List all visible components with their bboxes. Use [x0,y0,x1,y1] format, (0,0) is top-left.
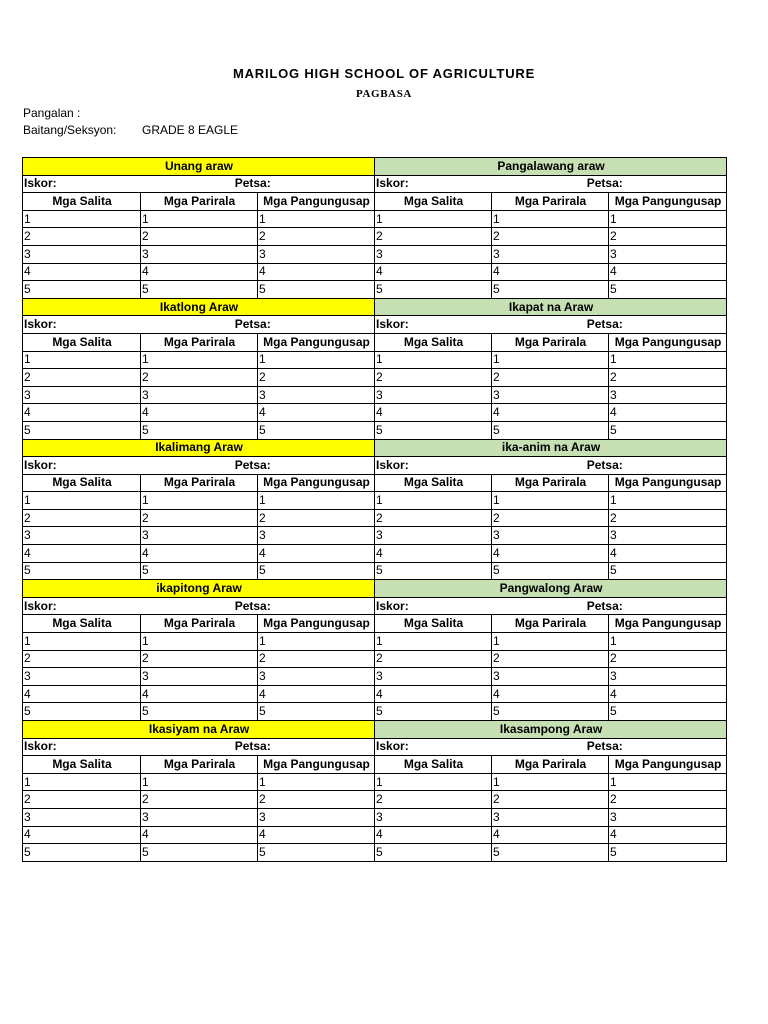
score-date-row [23,457,727,475]
column-header-sentences: Mga Pangungusap [609,193,727,211]
entry-cell[interactable]: 1 [258,633,375,651]
column-header-sentences: Mga Pangungusap [258,615,375,633]
entry-cell[interactable]: 5 [141,844,258,862]
score-label: Iskor: [376,598,409,613]
entry-cell[interactable]: 4 [609,404,727,422]
entry-cell[interactable]: 5 [141,703,258,721]
column-header-phrases: Mga Parirala [492,615,609,633]
entry-cell[interactable]: 2 [258,228,375,246]
entry-cell[interactable]: 2 [258,650,375,668]
entry-cell[interactable]: 2 [375,791,492,809]
day-title-row [23,298,727,316]
entry-cell[interactable]: 1 [375,210,492,228]
entry-cell[interactable]: 1 [258,492,375,510]
entry-cell[interactable]: 4 [492,545,609,563]
table-row [23,527,727,545]
entry-cell[interactable]: 3 [492,808,609,826]
entry-cell[interactable]: 4 [258,545,375,563]
entry-cell[interactable]: 3 [258,386,375,404]
entry-cell[interactable]: 3 [258,808,375,826]
entry-cell[interactable]: 2 [492,228,609,246]
entry-cell[interactable]: 2 [141,509,258,527]
day-title-row [23,721,727,739]
table-row [23,808,727,826]
entry-cell[interactable]: 3 [609,386,727,404]
entry-cell[interactable]: 1 [23,492,141,510]
entry-cell[interactable]: 1 [141,773,258,791]
entry-cell[interactable]: 3 [609,527,727,545]
entry-cell[interactable]: 4 [23,263,141,281]
day-title: ikapitong Araw [23,580,375,598]
entry-cell[interactable]: 1 [375,351,492,369]
column-header-phrases: Mga Parirala [141,756,258,774]
score-date-cell[interactable] [23,175,375,193]
date-label: Petsa: [586,457,623,472]
column-header-words: Mga Salita [23,615,141,633]
entry-cell[interactable]: 5 [492,562,609,580]
entry-cell[interactable]: 4 [258,404,375,422]
table-row [23,404,727,422]
table-row [23,492,727,510]
score-date-cell[interactable] [375,738,727,756]
table-row [23,210,727,228]
entry-cell[interactable]: 1 [492,773,609,791]
table-row [23,826,727,844]
score-date-cell[interactable] [23,457,375,475]
entry-cell[interactable]: 5 [258,281,375,299]
entry-cell[interactable]: 2 [141,650,258,668]
entry-cell[interactable]: 4 [375,263,492,281]
entry-cell[interactable]: 3 [492,668,609,686]
grade-section-field [23,123,239,137]
entry-cell[interactable]: 4 [141,826,258,844]
column-header-sentences: Mga Pangungusap [609,756,727,774]
date-label: Petsa: [234,176,271,191]
column-header-sentences: Mga Pangungusap [258,333,375,351]
score-label: Iskor: [24,739,57,754]
day-title: Pangwalong Araw [375,580,727,598]
column-header-phrases: Mga Parirala [141,193,258,211]
entry-cell[interactable]: 2 [492,650,609,668]
entry-cell[interactable]: 3 [141,527,258,545]
table-row [23,245,727,263]
table-row [23,281,727,299]
entry-cell[interactable]: 3 [23,808,141,826]
entry-cell[interactable]: 5 [23,562,141,580]
score-label: Iskor: [24,176,57,191]
column-header-words: Mga Salita [375,193,492,211]
score-label: Iskor: [24,598,57,613]
entry-cell[interactable]: 5 [492,281,609,299]
column-header-sentences: Mga Pangungusap [609,333,727,351]
entry-cell[interactable]: 3 [258,668,375,686]
entry-cell[interactable]: 1 [141,351,258,369]
entry-cell[interactable]: 2 [141,369,258,387]
entry-cell[interactable]: 4 [258,263,375,281]
entry-cell[interactable]: 5 [375,562,492,580]
entry-cell[interactable]: 1 [609,633,727,651]
day-title-row [23,439,727,457]
reading-record-table [22,157,727,862]
score-label: Iskor: [376,457,409,472]
entry-cell[interactable]: 5 [492,844,609,862]
entry-cell[interactable]: 2 [375,650,492,668]
entry-cell[interactable]: 4 [23,545,141,563]
entry-cell[interactable]: 4 [258,826,375,844]
entry-cell[interactable]: 4 [23,685,141,703]
grade-label: Baitang/Seksyon: [23,123,117,137]
entry-cell[interactable]: 3 [141,245,258,263]
entry-cell[interactable]: 2 [492,509,609,527]
entry-cell[interactable]: 3 [141,386,258,404]
date-label: Petsa: [586,739,623,754]
column-header-phrases: Mga Parirala [141,615,258,633]
score-label: Iskor: [376,739,409,754]
entry-cell[interactable]: 1 [492,210,609,228]
column-header-sentences: Mga Pangungusap [609,615,727,633]
entry-cell[interactable]: 3 [492,386,609,404]
entry-cell[interactable]: 4 [141,263,258,281]
entry-cell[interactable]: 4 [141,685,258,703]
column-header-row [23,333,727,351]
entry-cell[interactable]: 5 [23,421,141,439]
entry-cell[interactable]: 3 [141,668,258,686]
entry-cell[interactable]: 2 [609,369,727,387]
entry-cell[interactable]: 1 [609,492,727,510]
table-row [23,545,727,563]
entry-cell[interactable]: 2 [141,791,258,809]
entry-cell[interactable]: 2 [258,791,375,809]
entry-cell[interactable]: 4 [492,685,609,703]
entry-cell[interactable]: 5 [609,281,727,299]
entry-cell[interactable]: 3 [23,527,141,545]
table-row [23,791,727,809]
entry-cell[interactable]: 2 [375,228,492,246]
entry-cell[interactable]: 3 [23,386,141,404]
column-header-sentences: Mga Pangungusap [609,474,727,492]
entry-cell[interactable]: 4 [492,826,609,844]
column-header-row [23,193,727,211]
entry-cell[interactable]: 1 [23,633,141,651]
entry-cell[interactable]: 2 [141,228,258,246]
column-header-sentences: Mga Pangungusap [258,756,375,774]
entry-cell[interactable]: 2 [23,369,141,387]
column-header-words: Mga Salita [375,333,492,351]
entry-cell[interactable]: 3 [375,668,492,686]
entry-cell[interactable]: 4 [609,826,727,844]
entry-cell[interactable]: 2 [609,650,727,668]
date-label: Petsa: [586,176,623,191]
entry-cell[interactable]: 4 [23,826,141,844]
entry-cell[interactable]: 5 [492,703,609,721]
date-label: Petsa: [234,457,271,472]
name-label: Pangalan : [23,106,81,120]
day-title: Unang araw [23,158,375,176]
day-title: Pangalawang araw [375,158,727,176]
entry-cell[interactable]: 3 [492,245,609,263]
entry-cell[interactable]: 2 [375,509,492,527]
entry-cell[interactable]: 2 [258,509,375,527]
column-header-row [23,756,727,774]
table-row [23,369,727,387]
entry-cell[interactable]: 4 [375,404,492,422]
entry-cell[interactable]: 3 [375,245,492,263]
date-label: Petsa: [586,598,623,613]
entry-cell[interactable]: 1 [258,351,375,369]
entry-cell[interactable]: 1 [258,773,375,791]
entry-cell[interactable]: 2 [23,509,141,527]
entry-cell[interactable]: 1 [492,351,609,369]
entry-cell[interactable]: 2 [375,369,492,387]
table-row [23,773,727,791]
entry-cell[interactable]: 2 [258,369,375,387]
entry-cell[interactable]: 2 [609,791,727,809]
entry-cell[interactable]: 3 [609,808,727,826]
column-header-words: Mga Salita [375,615,492,633]
score-label: Iskor: [24,457,57,472]
entry-cell[interactable]: 2 [23,791,141,809]
entry-cell[interactable]: 3 [492,527,609,545]
score-date-cell[interactable] [23,738,375,756]
entry-cell[interactable]: 1 [258,210,375,228]
entry-cell[interactable]: 1 [141,492,258,510]
date-label: Petsa: [234,739,271,754]
column-header-sentences: Mga Pangungusap [258,193,375,211]
entry-cell[interactable]: 1 [609,210,727,228]
entry-cell[interactable]: 4 [258,685,375,703]
entry-cell[interactable]: 1 [375,773,492,791]
date-label: Petsa: [586,317,623,332]
entry-cell[interactable]: 3 [375,808,492,826]
column-header-phrases: Mga Parirala [141,474,258,492]
score-date-cell[interactable] [375,175,727,193]
school-name: MARILOG HIGH SCHOOL OF AGRICULTURE [232,66,536,81]
entry-cell[interactable]: 2 [23,650,141,668]
column-header-words: Mga Salita [375,756,492,774]
score-date-row [23,316,727,334]
entry-cell[interactable]: 5 [258,562,375,580]
score-date-cell[interactable] [23,316,375,334]
entry-cell[interactable]: 3 [375,386,492,404]
entry-cell[interactable]: 3 [258,527,375,545]
entry-cell[interactable]: 5 [141,421,258,439]
column-header-words: Mga Salita [23,756,141,774]
entry-cell[interactable]: 3 [23,668,141,686]
subject-title: PAGBASA [356,88,412,100]
column-header-words: Mga Salita [23,474,141,492]
entry-cell[interactable]: 5 [23,703,141,721]
entry-cell[interactable]: 5 [492,421,609,439]
column-header-phrases: Mga Parirala [492,333,609,351]
column-header-phrases: Mga Parirala [492,756,609,774]
table-row [23,650,727,668]
date-label: Petsa: [234,598,271,613]
column-header-words: Mga Salita [375,474,492,492]
entry-cell[interactable]: 5 [375,281,492,299]
entry-cell[interactable]: 1 [609,351,727,369]
entry-cell[interactable]: 5 [609,703,727,721]
entry-cell[interactable]: 5 [258,844,375,862]
entry-cell[interactable]: 5 [23,281,141,299]
score-date-cell[interactable] [375,597,727,615]
entry-cell[interactable]: 3 [141,808,258,826]
score-date-cell[interactable] [23,597,375,615]
entry-cell[interactable]: 4 [23,404,141,422]
day-title: Ikatlong Araw [23,298,375,316]
entry-cell[interactable]: 1 [375,492,492,510]
score-date-row [23,597,727,615]
entry-cell[interactable]: 1 [23,210,141,228]
table-row [23,703,727,721]
column-header-row [23,615,727,633]
score-label: Iskor: [24,317,57,332]
column-header-words: Mga Salita [23,193,141,211]
entry-cell[interactable]: 5 [375,844,492,862]
entry-cell[interactable]: 4 [375,545,492,563]
grade-value: GRADE 8 EAGLE [142,123,239,137]
day-title: Ikapat na Araw [375,298,727,316]
entry-cell[interactable]: 4 [375,685,492,703]
entry-cell[interactable]: 1 [375,633,492,651]
column-header-sentences: Mga Pangungusap [258,474,375,492]
entry-cell[interactable]: 2 [492,791,609,809]
day-title-row [23,580,727,598]
entry-cell[interactable]: 5 [609,844,727,862]
entry-cell[interactable]: 4 [609,263,727,281]
day-title-row [23,158,727,176]
column-header-phrases: Mga Parirala [141,333,258,351]
table-row [23,562,727,580]
entry-cell[interactable]: 1 [23,351,141,369]
day-title: Ikalimang Araw [23,439,375,457]
day-title: Ikasiyam na Araw [23,721,375,739]
entry-cell[interactable]: 3 [258,245,375,263]
table-row [23,421,727,439]
date-label: Petsa: [234,317,271,332]
entry-cell[interactable]: 1 [141,633,258,651]
entry-cell[interactable]: 5 [609,562,727,580]
entry-cell[interactable]: 4 [492,263,609,281]
column-header-phrases: Mga Parirala [492,474,609,492]
table-row [23,509,727,527]
entry-cell[interactable]: 5 [375,421,492,439]
score-label: Iskor: [376,176,409,191]
entry-cell[interactable]: 5 [375,703,492,721]
entry-cell[interactable]: 2 [492,369,609,387]
entry-cell[interactable]: 2 [23,228,141,246]
table-row [23,633,727,651]
entry-cell[interactable]: 4 [492,404,609,422]
entry-cell[interactable]: 5 [258,703,375,721]
entry-cell[interactable]: 4 [609,545,727,563]
column-header-phrases: Mga Parirala [492,193,609,211]
entry-cell[interactable]: 5 [258,421,375,439]
entry-cell[interactable]: 4 [609,685,727,703]
table-row [23,685,727,703]
table-row [23,386,727,404]
entry-cell[interactable]: 4 [141,545,258,563]
entry-cell[interactable]: 3 [375,527,492,545]
score-date-row [23,175,727,193]
entry-cell[interactable]: 3 [23,245,141,263]
entry-cell[interactable]: 4 [375,826,492,844]
score-date-cell[interactable] [375,457,727,475]
table-row [23,844,727,862]
entry-cell[interactable]: 2 [609,509,727,527]
table-row [23,263,727,281]
entry-cell[interactable]: 5 [609,421,727,439]
table-row [23,351,727,369]
entry-cell[interactable]: 1 [492,492,609,510]
column-header-row [23,474,727,492]
table-row [23,668,727,686]
score-date-cell[interactable] [375,316,727,334]
entry-cell[interactable]: 1 [492,633,609,651]
entry-cell[interactable]: 1 [609,773,727,791]
entry-cell[interactable]: 1 [23,773,141,791]
entry-cell[interactable]: 1 [141,210,258,228]
entry-cell[interactable]: 2 [609,228,727,246]
score-date-row [23,738,727,756]
entry-cell[interactable]: 5 [141,281,258,299]
entry-cell[interactable]: 4 [141,404,258,422]
day-title: Ikasampong Araw [375,721,727,739]
score-label: Iskor: [376,317,409,332]
table-row [23,228,727,246]
entry-cell[interactable]: 3 [609,668,727,686]
entry-cell[interactable]: 5 [141,562,258,580]
name-field [23,106,80,120]
column-header-words: Mga Salita [23,333,141,351]
entry-cell[interactable]: 3 [609,245,727,263]
entry-cell[interactable]: 5 [23,844,141,862]
day-title: ika-anim na Araw [375,439,727,457]
